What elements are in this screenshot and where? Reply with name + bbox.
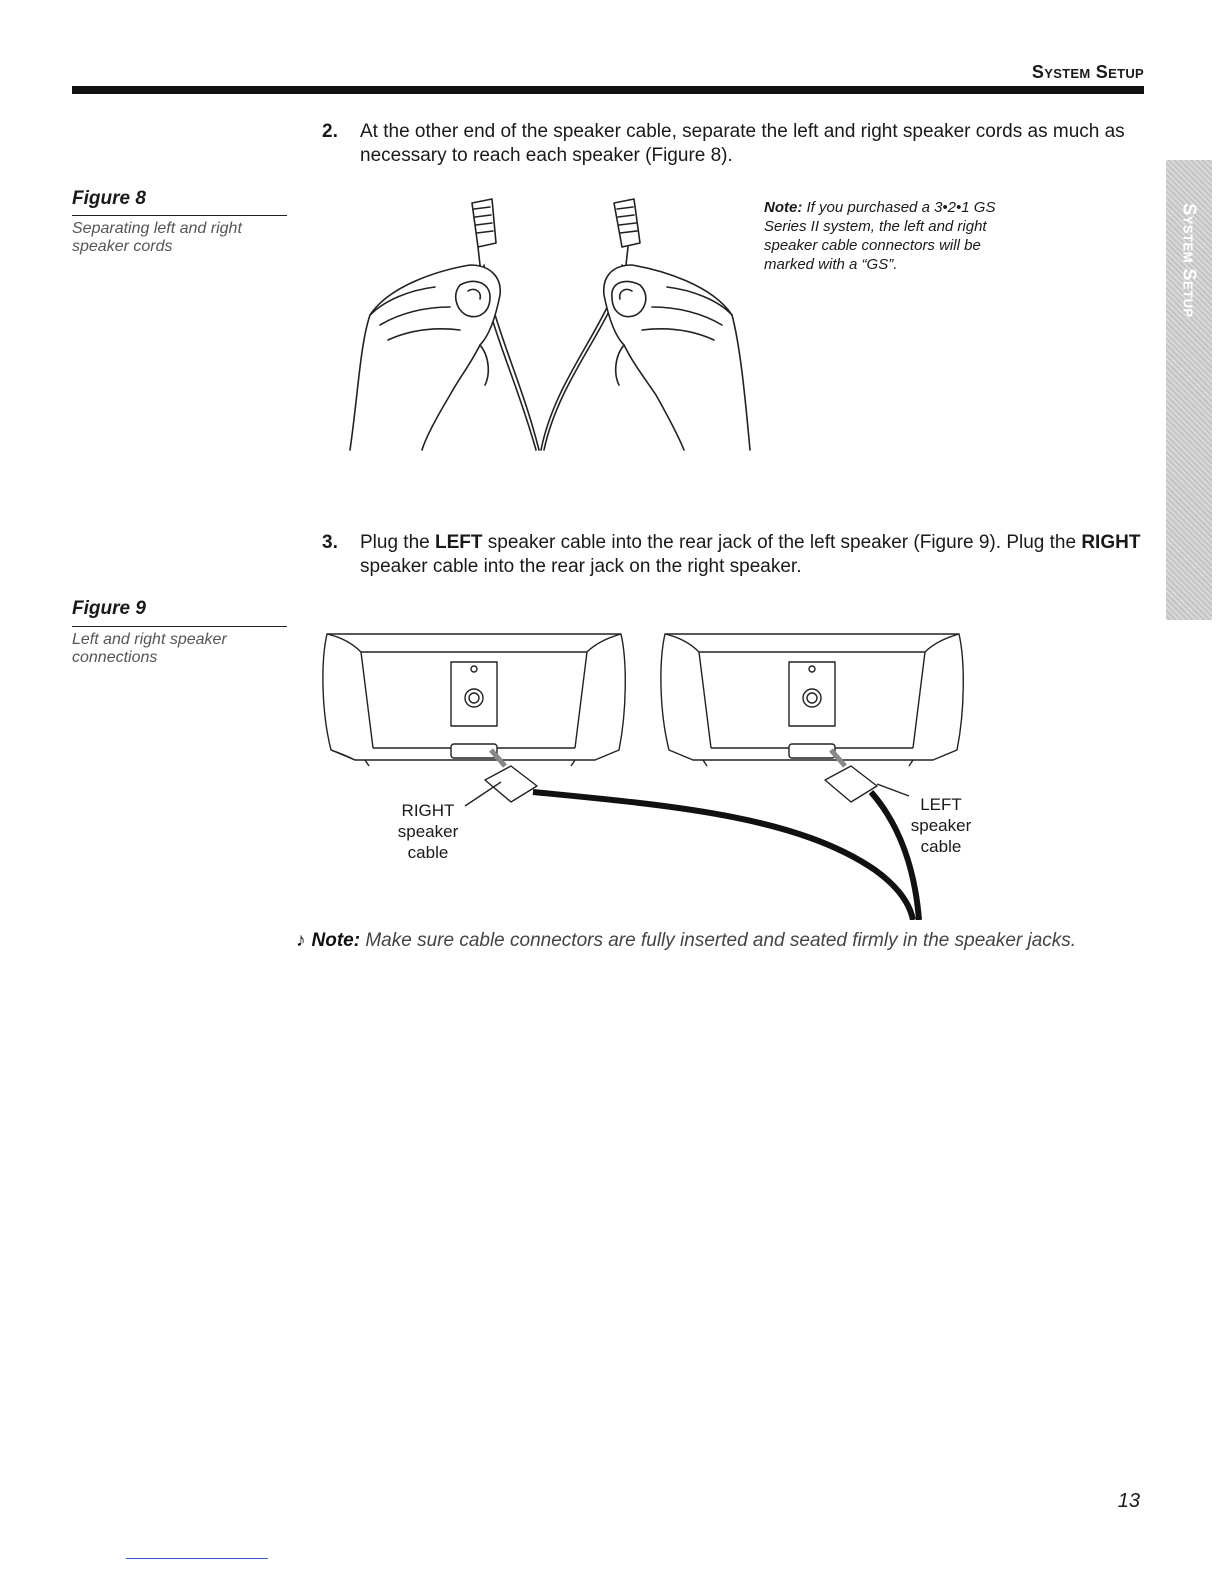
music-note-icon: ♪ [296,930,306,951]
side-tab-label: System Setup [1179,203,1200,318]
page-number: 13 [1117,1490,1140,1512]
label-left-line-3: cable [920,837,962,856]
label-right-line-1: RIGHT [401,801,455,820]
figure-9-illustration [315,620,985,920]
label-left-line-1: LEFT [920,795,962,814]
label-left-speaker-cable [908,794,974,857]
speaker-right-channel [323,634,625,766]
figure-8-illustration [340,195,760,460]
label-right-speaker-cable [396,800,460,863]
header-rule [72,86,1144,94]
bottom-note-text: Make sure cable connectors are fully inserted and seated firmly in the speaker jacks. [360,930,1077,951]
right-speaker-cable [533,792,913,920]
figure-8-title: Figure 8 [72,188,146,209]
note-gs-series [764,198,1034,274]
figure-8-caption: Separating left and right speaker cords [72,220,242,255]
label-right-line-2: speaker [397,822,459,841]
figure-9-title: Figure 9 [72,598,146,619]
step-3-bold-right: RIGHT [1081,532,1141,553]
step-2 [322,120,1142,168]
section-header-title: System Setup [1031,62,1144,82]
step-3-bold-left: LEFT [435,532,483,553]
step-2-number: 2. [322,121,338,142]
left-hand [350,265,500,450]
figure-9-caption: Left and right speaker connections [72,631,227,666]
label-right-line-3: cable [407,843,449,862]
figure-9-rule [72,626,287,627]
step-3-text-c: speaker cable into the rear jack on the right speaker. [360,556,802,577]
bottom-note [296,930,1076,952]
right-hand [604,265,750,450]
figure-8-rule [72,215,287,216]
footer-rule [126,1558,268,1559]
side-section-tab [1166,160,1212,620]
step-2-text: At the other end of the speaker cable, separate the left and right speaker cords as much as necessary to reach each speaker (Figure 8). [360,121,1125,166]
note-gs-label: Note: [764,199,803,216]
bottom-note-label: Note: [311,930,361,951]
label-left-line-2: speaker [910,816,972,835]
step-3-number: 3. [322,532,338,553]
speaker-left-channel [661,634,963,766]
right-cable-connector [485,766,537,802]
step-3-text [360,531,1142,579]
step-3-text-a: Plug the [360,532,435,553]
step-3-text-b: speaker cable into the rear jack of the left speaker (Figure 9). Plug the [482,532,1082,553]
left-cord-connector [472,199,496,265]
left-cable-connector [825,766,877,802]
right-cord-connector [614,199,640,265]
note-gs-text: If you purchased a 3•2•1 GS Series II system, the left and right speaker cable connectors will be marked with a “GS”. [764,199,996,273]
step-3 [322,531,1142,579]
